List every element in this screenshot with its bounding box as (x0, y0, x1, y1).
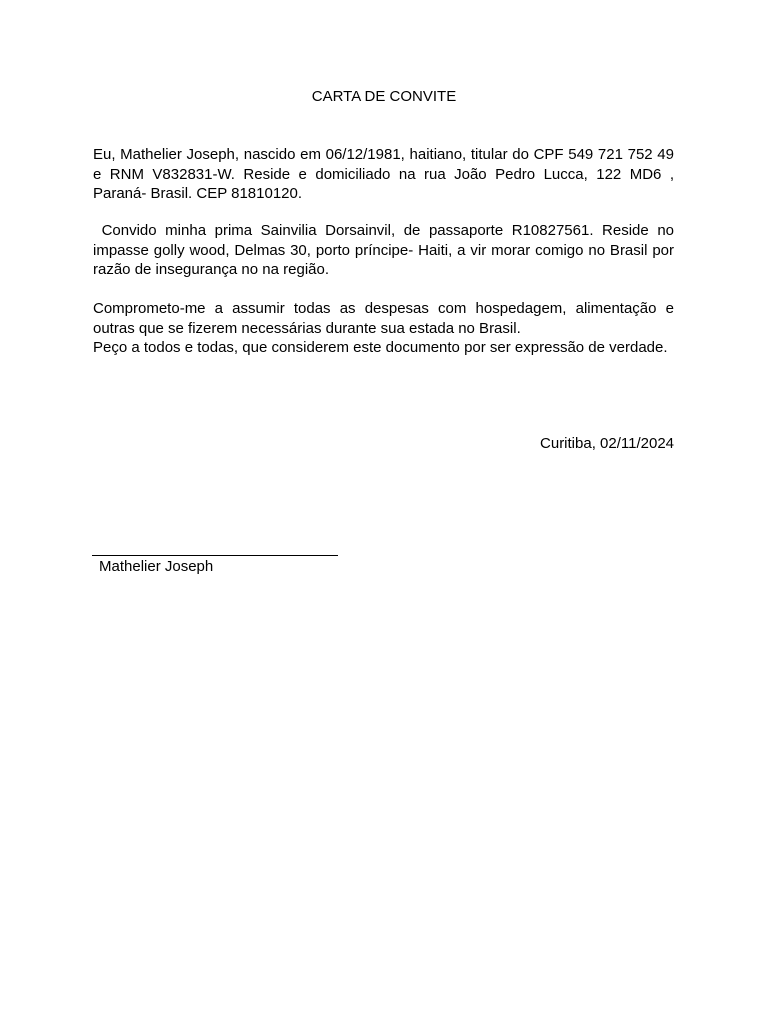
paragraph-declarant: Eu, Mathelier Joseph, nascido em 06/12/1981, haitiano, titular do CPF 549 721 752 49 e RNM V832831-W. Reside e domiciliado na rua João Pedro Lucca, 122 MD6 , Paraná- Brasil. CEP 81810120. (93, 146, 674, 202)
paragraph-invitation: Convido minha prima Sainvilia Dorsainvil, de passaporte R10827561. Reside no impasse golly wood, Delmas 30, porto príncipe- Haiti, a vir morar comigo no Brasil por razão de insegurança no na região. (93, 222, 674, 278)
signature-name: Mathelier Joseph (99, 558, 214, 575)
signature-line (92, 555, 338, 556)
paragraph-commitment: Comprometo-me a assumir todas as despesas com hospedagem, alimentação e outras que se fizerem necessárias durante sua estada no Brasil. (93, 300, 674, 337)
paragraph-request: Peço a todos e todas, que considerem este documento por ser expressão de verdade. (93, 339, 668, 356)
place-and-date: Curitiba, 02/11/2024 (540, 435, 674, 452)
document-title: CARTA DE CONVITE (311, 88, 457, 105)
